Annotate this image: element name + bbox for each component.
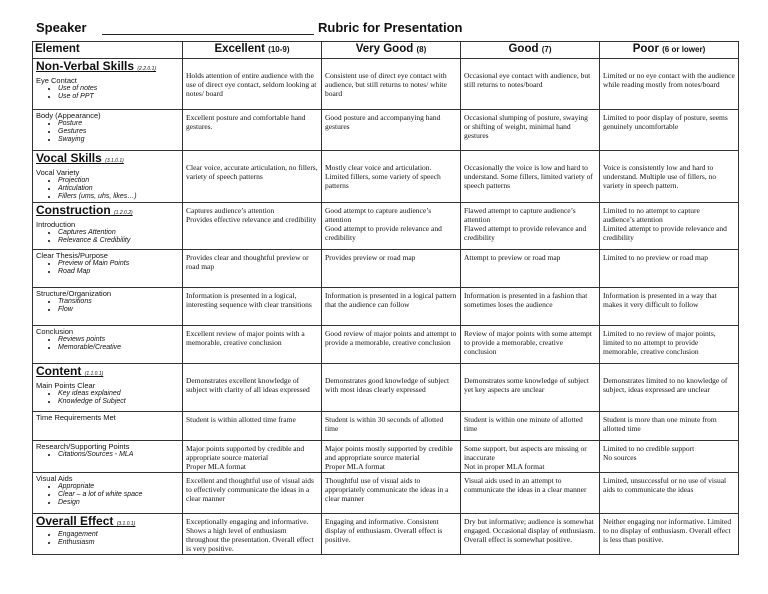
col-good: Good (7) bbox=[461, 42, 600, 59]
table-row bbox=[33, 288, 739, 326]
very-good-cell: Thoughtful use of visual aids to appropriately communicate the ideas in a clear manner bbox=[322, 473, 461, 514]
poor-cell: Limited, unsuccessful or no use of visual aids to communicate the ideas bbox=[600, 473, 739, 514]
very-good-cell: Mostly clear voice and articulation. Limited fillers, some variety of speech patterns bbox=[322, 151, 461, 203]
element-cell: Time Requirements Met bbox=[33, 412, 183, 441]
very-good-cell: Major points mostly supported by credible and appropriate source material Proper MLA format bbox=[322, 441, 461, 473]
header-row bbox=[33, 42, 739, 59]
table-row bbox=[33, 151, 739, 203]
poor-cell: Voice is consistently low and hard to understand. Multiple use of fillers, no variety in speech pattern. bbox=[600, 151, 739, 203]
very-good-cell: Good review of major points and attempt to provide a memorable, creative conclusion bbox=[322, 326, 461, 364]
poor-cell: Limited to no attempt to capture audience’s attention Limited attempt to provide relevance and credibility bbox=[600, 203, 739, 250]
poor-cell: Limited to no preview or road map bbox=[600, 250, 739, 288]
element-cell: Non-Verbal Skills (2.2.0.1) Eye Contact • Use of notes • Use of PPT bbox=[33, 59, 183, 110]
poor-cell: Limited to no review of major points, limited to no attempt to provide memorable, creative conclusion bbox=[600, 326, 739, 364]
good-cell: Occasional slumping of posture, swaying or shifting of weight, minimal hand gestures bbox=[461, 110, 600, 151]
very-good-cell: Good posture and accompanying hand gestures bbox=[322, 110, 461, 151]
excellent-cell: Student is within allotted time frame bbox=[183, 412, 322, 441]
excellent-cell: Excellent posture and comfortable hand gestures. bbox=[183, 110, 322, 151]
poor-cell: Neither engaging nor informative. Limited to no display of enthusiasm. Overall effect is less than positive. bbox=[600, 514, 739, 555]
speaker-label: Speaker bbox=[36, 20, 87, 35]
excellent-cell: Exceptionally engaging and informative. Shows a high level of enthusiasm throughout the presentation. Overall effect is very positive. bbox=[183, 514, 322, 555]
col-excellent: Excellent (10-9) bbox=[183, 42, 322, 59]
good-cell: Some support, but aspects are missing or inaccurate Not in proper MLA format bbox=[461, 441, 600, 473]
col-poor: Poor (6 or lower) bbox=[600, 42, 739, 59]
poor-cell: Student is more than one minute from allotted time bbox=[600, 412, 739, 441]
table-row bbox=[33, 326, 739, 364]
poor-cell: Limited to no credible support No sources bbox=[600, 441, 739, 473]
excellent-cell: Major points supported by credible and appropriate source material Proper MLA format bbox=[183, 441, 322, 473]
table-row bbox=[33, 441, 739, 473]
good-cell: Student is within one minute of allotted time bbox=[461, 412, 600, 441]
col-element: Element bbox=[33, 42, 183, 59]
good-cell: Dry but informative; audience is somewhat engaged. Occasional display of enthusiasm. Overall effect is somewhat positive. bbox=[461, 514, 600, 555]
table-row bbox=[33, 59, 739, 110]
good-cell: Demonstrates some knowledge of subject yet key aspects are unclear bbox=[461, 364, 600, 412]
poor-cell: Limited to poor display of posture, seems genuinely uncomfortable bbox=[600, 110, 739, 151]
excellent-cell: Excellent review of major points with a memorable, creative conclusion bbox=[183, 326, 322, 364]
good-cell: Information is presented in a fashion that sometimes loses the audience bbox=[461, 288, 600, 326]
excellent-cell: Holds attention of entire audience with the use of direct eye contact, seldom looking at notes/ board bbox=[183, 59, 322, 110]
good-cell: Attempt to preview or road map bbox=[461, 250, 600, 288]
table-row bbox=[33, 110, 739, 151]
table-row bbox=[33, 473, 739, 514]
very-good-cell: Student is within 30 seconds of allotted time bbox=[322, 412, 461, 441]
poor-cell: Information is presented in a way that makes it very difficult to follow bbox=[600, 288, 739, 326]
rubric-header bbox=[36, 20, 736, 40]
very-good-cell: Engaging and informative. Consistent display of enthusiasm. Overall effect is positive. bbox=[322, 514, 461, 555]
very-good-cell: Consistent use of direct eye contact with audience, but still returns to notes/ white board bbox=[322, 59, 461, 110]
element-cell: Visual Aids • Appropriate • Clear – a lot of white space • Design bbox=[33, 473, 183, 514]
col-very-good: Very Good (8) bbox=[322, 42, 461, 59]
good-cell: Occasional eye contact with audience, but still returns to notes/board bbox=[461, 59, 600, 110]
speaker-name-line bbox=[102, 34, 314, 35]
very-good-cell: Demonstrates good knowledge of subject with most ideas clearly expressed bbox=[322, 364, 461, 412]
element-cell: Body (Appearance) • Posture • Gestures • Swaying bbox=[33, 110, 183, 151]
table-row bbox=[33, 250, 739, 288]
element-cell: Construction (1.2.0.2) Introduction • Captures Attention • Relevance & Credibility bbox=[33, 203, 183, 250]
excellent-cell: Captures audience’s attention Provides effective relevance and credibility bbox=[183, 203, 322, 250]
section-title: Vocal Skills (3.1.0.1) bbox=[36, 151, 124, 165]
element-cell: Research/Supporting Points • Citations/Sources - MLA bbox=[33, 441, 183, 473]
table-row bbox=[33, 364, 739, 412]
table-row bbox=[33, 514, 739, 555]
element-cell: Vocal Skills (3.1.0.1) Vocal Variety • Projection • Articulation • Fillers (ums, uhs, likes…) bbox=[33, 151, 183, 203]
excellent-cell: Excellent and thoughtful use of visual aids to effectively communicate the ideas in a clear manner bbox=[183, 473, 322, 514]
element-cell: Overall Effect (3.1.0.1) • Engagement • Enthusiasm bbox=[33, 514, 183, 555]
very-good-cell: Provides preview or road map bbox=[322, 250, 461, 288]
excellent-cell: Demonstrates excellent knowledge of subject with clarity of all ideas expressed bbox=[183, 364, 322, 412]
good-cell: Occasionally the voice is low and hard to understand. Some fillers, limited variety of speech patterns bbox=[461, 151, 600, 203]
table-row bbox=[33, 203, 739, 250]
section-title: Non-Verbal Skills (2.2.0.1) bbox=[36, 59, 157, 73]
poor-cell: Demonstrates limited to no knowledge of subject, ideas expressed are unclear bbox=[600, 364, 739, 412]
very-good-cell: Good attempt to capture audience’s attention Good attempt to provide relevance and credibility bbox=[322, 203, 461, 250]
element-cell: Structure/Organization • Transitions • Flow bbox=[33, 288, 183, 326]
excellent-cell: Information is presented in a logical, interesting sequence with clear transitions bbox=[183, 288, 322, 326]
element-cell: Content (1.1.0.1) Main Points Clear • Key ideas explained • Knowledge of Subject bbox=[33, 364, 183, 412]
element-cell: Clear Thesis/Purpose • Preview of Main Points • Road Map bbox=[33, 250, 183, 288]
excellent-cell: Provides clear and thoughtful preview or road map bbox=[183, 250, 322, 288]
good-cell: Flawed attempt to capture audience’s attention Flawed attempt to provide relevance and credibility bbox=[461, 203, 600, 250]
very-good-cell: Information is presented in a logical pattern that the audience can follow bbox=[322, 288, 461, 326]
section-title: Overall Effect (3.1.0.1) bbox=[36, 514, 136, 528]
excellent-cell: Clear voice, accurate articulation, no fillers, variety of speech patterns bbox=[183, 151, 322, 203]
section-title: Content (1.1.0.1) bbox=[36, 364, 104, 378]
good-cell: Review of major points with some attempt to provide a memorable, creative conclusion bbox=[461, 326, 600, 364]
element-cell: Conclusion • Reviews points • Memorable/Creative bbox=[33, 326, 183, 364]
poor-cell: Limited or no eye contact with the audience while reading mostly from notes/board bbox=[600, 59, 739, 110]
page-title: Rubric for Presentation bbox=[318, 20, 463, 35]
section-title: Construction (1.2.0.2) bbox=[36, 203, 133, 217]
table-row bbox=[33, 412, 739, 441]
good-cell: Visual aids used in an attempt to communicate the ideas in a clear manner bbox=[461, 473, 600, 514]
rubric-table bbox=[32, 41, 739, 555]
